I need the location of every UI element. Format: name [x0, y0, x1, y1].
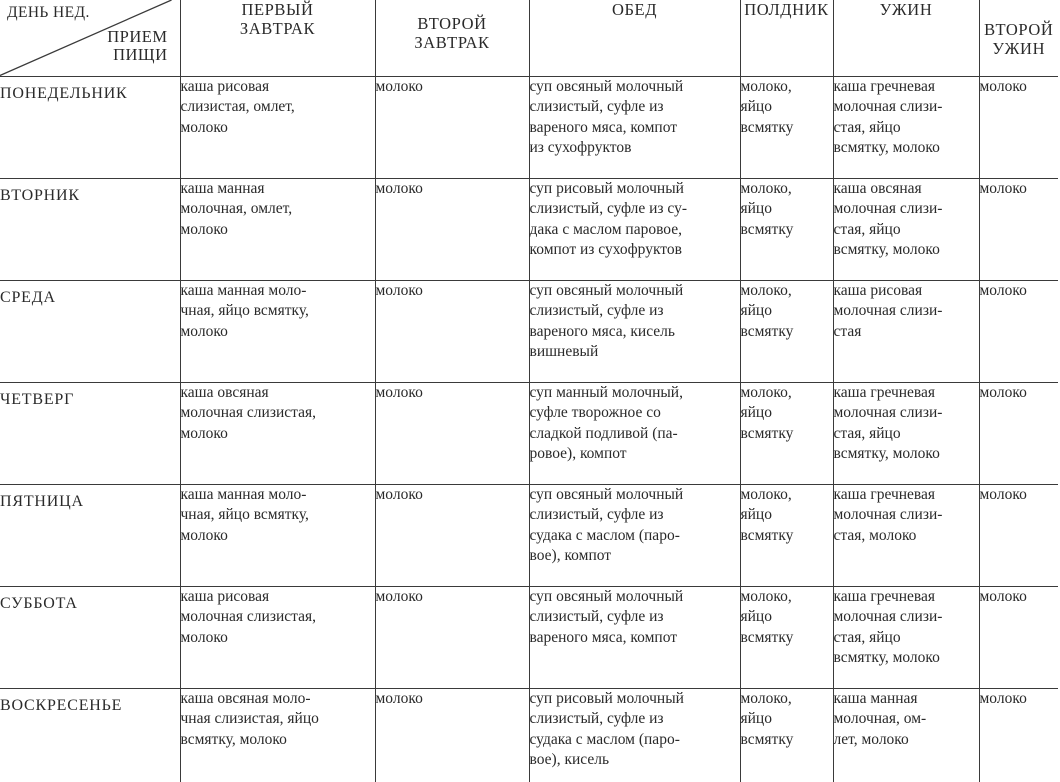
dinner-cell: каша рисовая молочная слизи- стая [833, 280, 979, 382]
table-row [0, 586, 1058, 688]
snack-cell: молоко, яйцо всмятку [740, 382, 833, 484]
snack-cell: молоко, яйцо всмятку [740, 688, 833, 782]
header-snack: ПОЛДНИК [740, 0, 833, 76]
second-dinner-cell: молоко [979, 280, 1058, 382]
day-cell: СУББОТА [0, 586, 180, 688]
second-dinner-cell: молоко [979, 382, 1058, 484]
table-row [0, 382, 1058, 484]
second-breakfast-cell: молоко [375, 76, 529, 178]
first-breakfast-cell: каша рисовая слизистая, омлет, молоко [180, 76, 375, 178]
second-breakfast-cell: молоко [375, 688, 529, 782]
second-breakfast-cell: молоко [375, 484, 529, 586]
second-dinner-cell: молоко [979, 178, 1058, 280]
lunch-cell: суп овсяный молочный слизистый, суфле из вареного мяса, компот из сухофруктов [529, 76, 740, 178]
snack-cell: молоко, яйцо всмятку [740, 178, 833, 280]
first-breakfast-cell: каша овсяная моло- чная слизистая, яйцо всмятку, молоко [180, 688, 375, 782]
first-breakfast-cell: каша рисовая молочная слизистая, молоко [180, 586, 375, 688]
second-dinner-cell: молоко [979, 76, 1058, 178]
header-corner-cell [0, 0, 180, 76]
header-row [0, 0, 1058, 76]
day-cell: ВОСКРЕСЕНЬЕ [0, 688, 180, 782]
header-second-dinner: ВТОРОЙ УЖИН [979, 0, 1058, 76]
table-row [0, 280, 1058, 382]
second-breakfast-cell: молоко [375, 382, 529, 484]
lunch-cell: суп овсяный молочный слизистый, суфле из судака с маслом (паро- вое), компот [529, 484, 740, 586]
snack-cell: молоко, яйцо всмятку [740, 280, 833, 382]
table-row [0, 178, 1058, 280]
header-first-breakfast: ПЕРВЫЙ ЗАВТРАК [180, 0, 375, 76]
header-second-breakfast: ВТОРОЙ ЗАВТРАК [375, 0, 529, 76]
table-row [0, 484, 1058, 586]
first-breakfast-cell: каша манная моло- чная, яйцо всмятку, молоко [180, 280, 375, 382]
second-breakfast-cell: молоко [375, 178, 529, 280]
day-cell: ВТОРНИК [0, 178, 180, 280]
lunch-cell: суп манный молочный, суфле творожное со сладкой подливой (па- ровое), компот [529, 382, 740, 484]
header-dinner: УЖИН [833, 0, 979, 76]
second-breakfast-cell: молоко [375, 586, 529, 688]
dinner-cell: каша гречневая молочная слизи- стая, молоко [833, 484, 979, 586]
snack-cell: молоко, яйцо всмятку [740, 484, 833, 586]
header-lunch: ОБЕД [529, 0, 740, 76]
dinner-cell: каша манная молочная, ом- лет, молоко [833, 688, 979, 782]
lunch-cell: суп рисовый молочный слизистый, суфле из судака с маслом (паро- вое), кисель [529, 688, 740, 782]
day-cell: СРЕДА [0, 280, 180, 382]
second-breakfast-cell: молоко [375, 280, 529, 382]
snack-cell: молоко, яйцо всмятку [740, 76, 833, 178]
second-dinner-cell: молоко [979, 586, 1058, 688]
corner-label-day: ДЕНЬ НЕД. [7, 4, 90, 21]
first-breakfast-cell: каша манная моло- чная, яйцо всмятку, молоко [180, 484, 375, 586]
table-row [0, 688, 1058, 782]
table-row [0, 76, 1058, 178]
dinner-cell: каша гречневая молочная слизи- стая, яйцо всмятку, молоко [833, 382, 979, 484]
day-cell: ПЯТНИЦА [0, 484, 180, 586]
corner-label-meal: ПРИЕМ ПИЩИ [107, 27, 168, 64]
second-dinner-cell: молоко [979, 688, 1058, 782]
lunch-cell: суп овсяный молочный слизистый, суфле из вареного мяса, компот [529, 586, 740, 688]
first-breakfast-cell: каша овсяная молочная слизистая, молоко [180, 382, 375, 484]
dinner-cell: каша овсяная молочная слизи- стая, яйцо всмятку, молоко [833, 178, 979, 280]
dinner-cell: каша гречневая молочная слизи- стая, яйцо всмятку, молоко [833, 586, 979, 688]
first-breakfast-cell: каша манная молочная, омлет, молоко [180, 178, 375, 280]
dinner-cell: каша гречневая молочная слизи- стая, яйцо всмятку, молоко [833, 76, 979, 178]
second-dinner-cell: молоко [979, 484, 1058, 586]
lunch-cell: суп овсяный молочный слизистый, суфле из вареного мяса, кисель вишневый [529, 280, 740, 382]
snack-cell: молоко, яйцо всмятку [740, 586, 833, 688]
day-cell: ЧЕТВЕРГ [0, 382, 180, 484]
lunch-cell: суп рисовый молочный слизистый, суфле из су- дака с маслом паровое, компот из сухофруктов [529, 178, 740, 280]
day-cell: ПОНЕДЕЛЬНИК [0, 76, 180, 178]
